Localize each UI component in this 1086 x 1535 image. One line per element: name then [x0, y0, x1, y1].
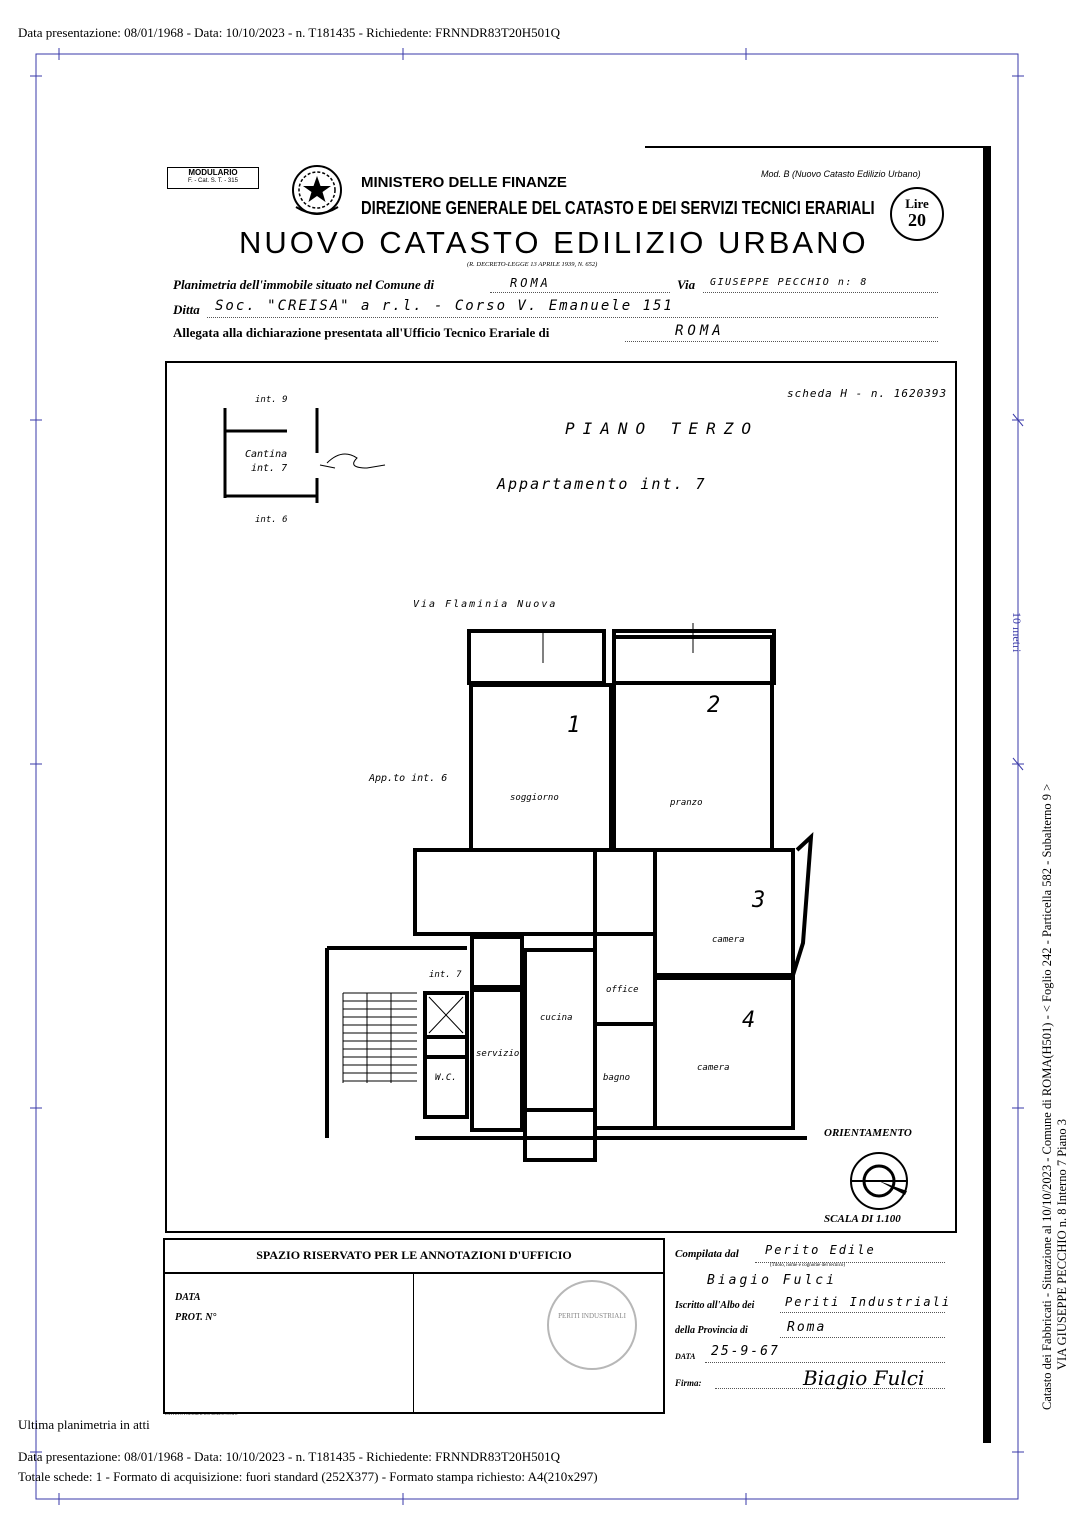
room-1-label: 1 [567, 713, 581, 738]
iscritto-label: Iscritto all'Albo dei [675, 1300, 755, 1311]
ultima-planimetria: Ultima planimetria in atti [18, 1417, 150, 1432]
mod-b-label: Mod. B (Nuovo Catasto Edilizio Urbano) [761, 169, 921, 179]
firma-label: Firma: [675, 1378, 702, 1388]
compilata-label: Compilata dal [675, 1248, 739, 1260]
office-label: office [606, 985, 639, 995]
data2-line [705, 1362, 945, 1363]
compilata-value: Perito Edile [765, 1243, 876, 1257]
room-2-label: 2 [707, 693, 721, 718]
annotations-col-divider [413, 1274, 414, 1412]
compilata-note: (Titolo, nome e cognome del tecnico) [770, 1263, 846, 1268]
comune-line [490, 292, 670, 293]
via-value: GIUSEPPE PECCHIO n: 8 [710, 277, 868, 288]
ditta-label: Ditta [173, 302, 200, 317]
cantina-int-label: int. 7 [251, 463, 288, 474]
int7-label: int. 7 [429, 970, 462, 980]
annotations-divider [165, 1272, 663, 1274]
main-title: NUOVO CATASTO EDILIZIO URBANO [239, 225, 869, 260]
camera-4-label: camera [697, 1063, 730, 1073]
modulario-code: F. - Cat. S. T. - 315 [188, 178, 238, 184]
cucina-label: cucina [540, 1013, 573, 1023]
data2-label: DATA [675, 1352, 696, 1361]
footer-line-1: Data presentazione: 08/01/1968 - Data: 10/10/2023 - n. T181435 - Richiedente: FRNNDR83T20H501Q [18, 1449, 561, 1464]
piano-title: PIANO TERZO [565, 419, 759, 438]
pranzo-label: pranzo [670, 798, 703, 808]
direzione-title: DIREZIONE GENERALE DEL CATASTO E DEI SERVIZI TECNICI ERARIALI [361, 198, 875, 218]
scala-label: SCALA DI 1.100 [824, 1213, 901, 1225]
header-info: Data presentazione: 08/01/1968 - Data: 10/10/2023 - n. T181435 - Richiedente: FRNNDR83T20H501Q [18, 25, 561, 40]
floor-plan [307, 613, 827, 1173]
ditta-line [207, 317, 938, 318]
tecnico-name: Biagio Fulci [707, 1273, 837, 1288]
bagno-label: bagno [603, 1073, 631, 1083]
form-right-border [983, 147, 991, 1443]
iscritto-line [780, 1312, 945, 1313]
data-label: DATA [175, 1292, 201, 1303]
allegata-label: Allegata alla dichiarazione presentata all'Ufficio Tecnico Erariale di [173, 325, 550, 340]
wc-label: W.C. [435, 1073, 457, 1083]
via-line [703, 292, 938, 293]
ufficio-value: ROMA [675, 323, 725, 339]
via-label: Via [677, 277, 696, 292]
data2-value: 25-9-67 [711, 1344, 780, 1359]
servizio-label: servizio [476, 1049, 520, 1059]
decreto-note: (R. DECRETO-LEGGE 13 APRILE 1939, N. 652) [467, 261, 598, 268]
room-3-label: 3 [752, 888, 766, 913]
side-cadastral-info: Catasto dei Fabbricati - Situazione al 10/10/2023 - Comune di ROMA(H501) - < Foglio 242 - Particella 582 - Subalterno 9 > [1040, 783, 1054, 1410]
annotations-title: SPAZIO RISERVATO PER LE ANNOTAZIONI D'UFFICIO [256, 1248, 572, 1262]
modulario-box [167, 167, 259, 189]
form-top-border [645, 146, 991, 148]
footer-line-2: Totale schede: 1 - Formato di acquisizione: fuori standard (252X377) - Formato stampa richiesto: A4(210x297) [18, 1469, 598, 1484]
iscritto-value: Periti Industriali [785, 1295, 952, 1309]
drawing-area [165, 361, 957, 1233]
stamp-text: PERITI INDUSTRIALI [558, 1312, 626, 1320]
appto-int6-label: App.to int. 6 [369, 773, 448, 784]
cadastral-form [125, 145, 993, 1445]
official-stamp [547, 1280, 637, 1370]
cantina-sketch [217, 393, 397, 533]
int9-label: int. 9 [255, 395, 288, 405]
ditta-value: Soc. "CREISA" a r.l. - Corso V. Emanuele 151 [215, 298, 674, 314]
lire-stamp [890, 187, 944, 241]
via-flaminia-label: Via Flaminia Nuova [413, 599, 558, 610]
compiler-section [675, 1238, 975, 1410]
lire-value: 20 [908, 210, 926, 230]
istituto-label: ISTITUTO POLIGRAFICO DELLO STATO [165, 1411, 238, 1416]
orientamento-label: ORIENTAMENTO [824, 1127, 912, 1139]
provincia-line [780, 1337, 945, 1338]
appartamento-title: Appartamento int. 7 [497, 475, 707, 493]
soggiorno-label: soggiorno [510, 793, 559, 803]
compass-icon [847, 1149, 911, 1213]
signature: Biagio Fulci [803, 1366, 925, 1390]
annotations-box [163, 1238, 665, 1414]
republic-emblem-icon [290, 162, 344, 220]
room-4-label: 4 [742, 1008, 756, 1033]
modulario-title: MODULARIO [188, 168, 238, 177]
ministero-title: MINISTERO DELLE FINANZE [361, 174, 567, 191]
ufficio-line [625, 341, 938, 342]
lire-label: Lire [905, 196, 929, 211]
scale-label: 10 metri [1010, 612, 1024, 653]
planimetria-label: Planimetria dell'immobile situato nel Comune di [173, 277, 435, 292]
provincia-value: Roma [787, 1320, 827, 1335]
comune-value: ROMA [510, 276, 551, 290]
int6-label: int. 6 [255, 515, 288, 525]
prot-label: PROT. N° [175, 1312, 217, 1323]
cantina-label: Cantina [245, 449, 288, 460]
camera-3-label: camera [712, 935, 745, 945]
side-address-info: VIA GIUSEPPE PECCHIO n. 8 Interno 7 Piano 3 [1055, 1118, 1069, 1370]
provincia-label: della Provincia di [675, 1325, 748, 1336]
scheda-number: scheda H - n. 1620393 [787, 387, 948, 400]
